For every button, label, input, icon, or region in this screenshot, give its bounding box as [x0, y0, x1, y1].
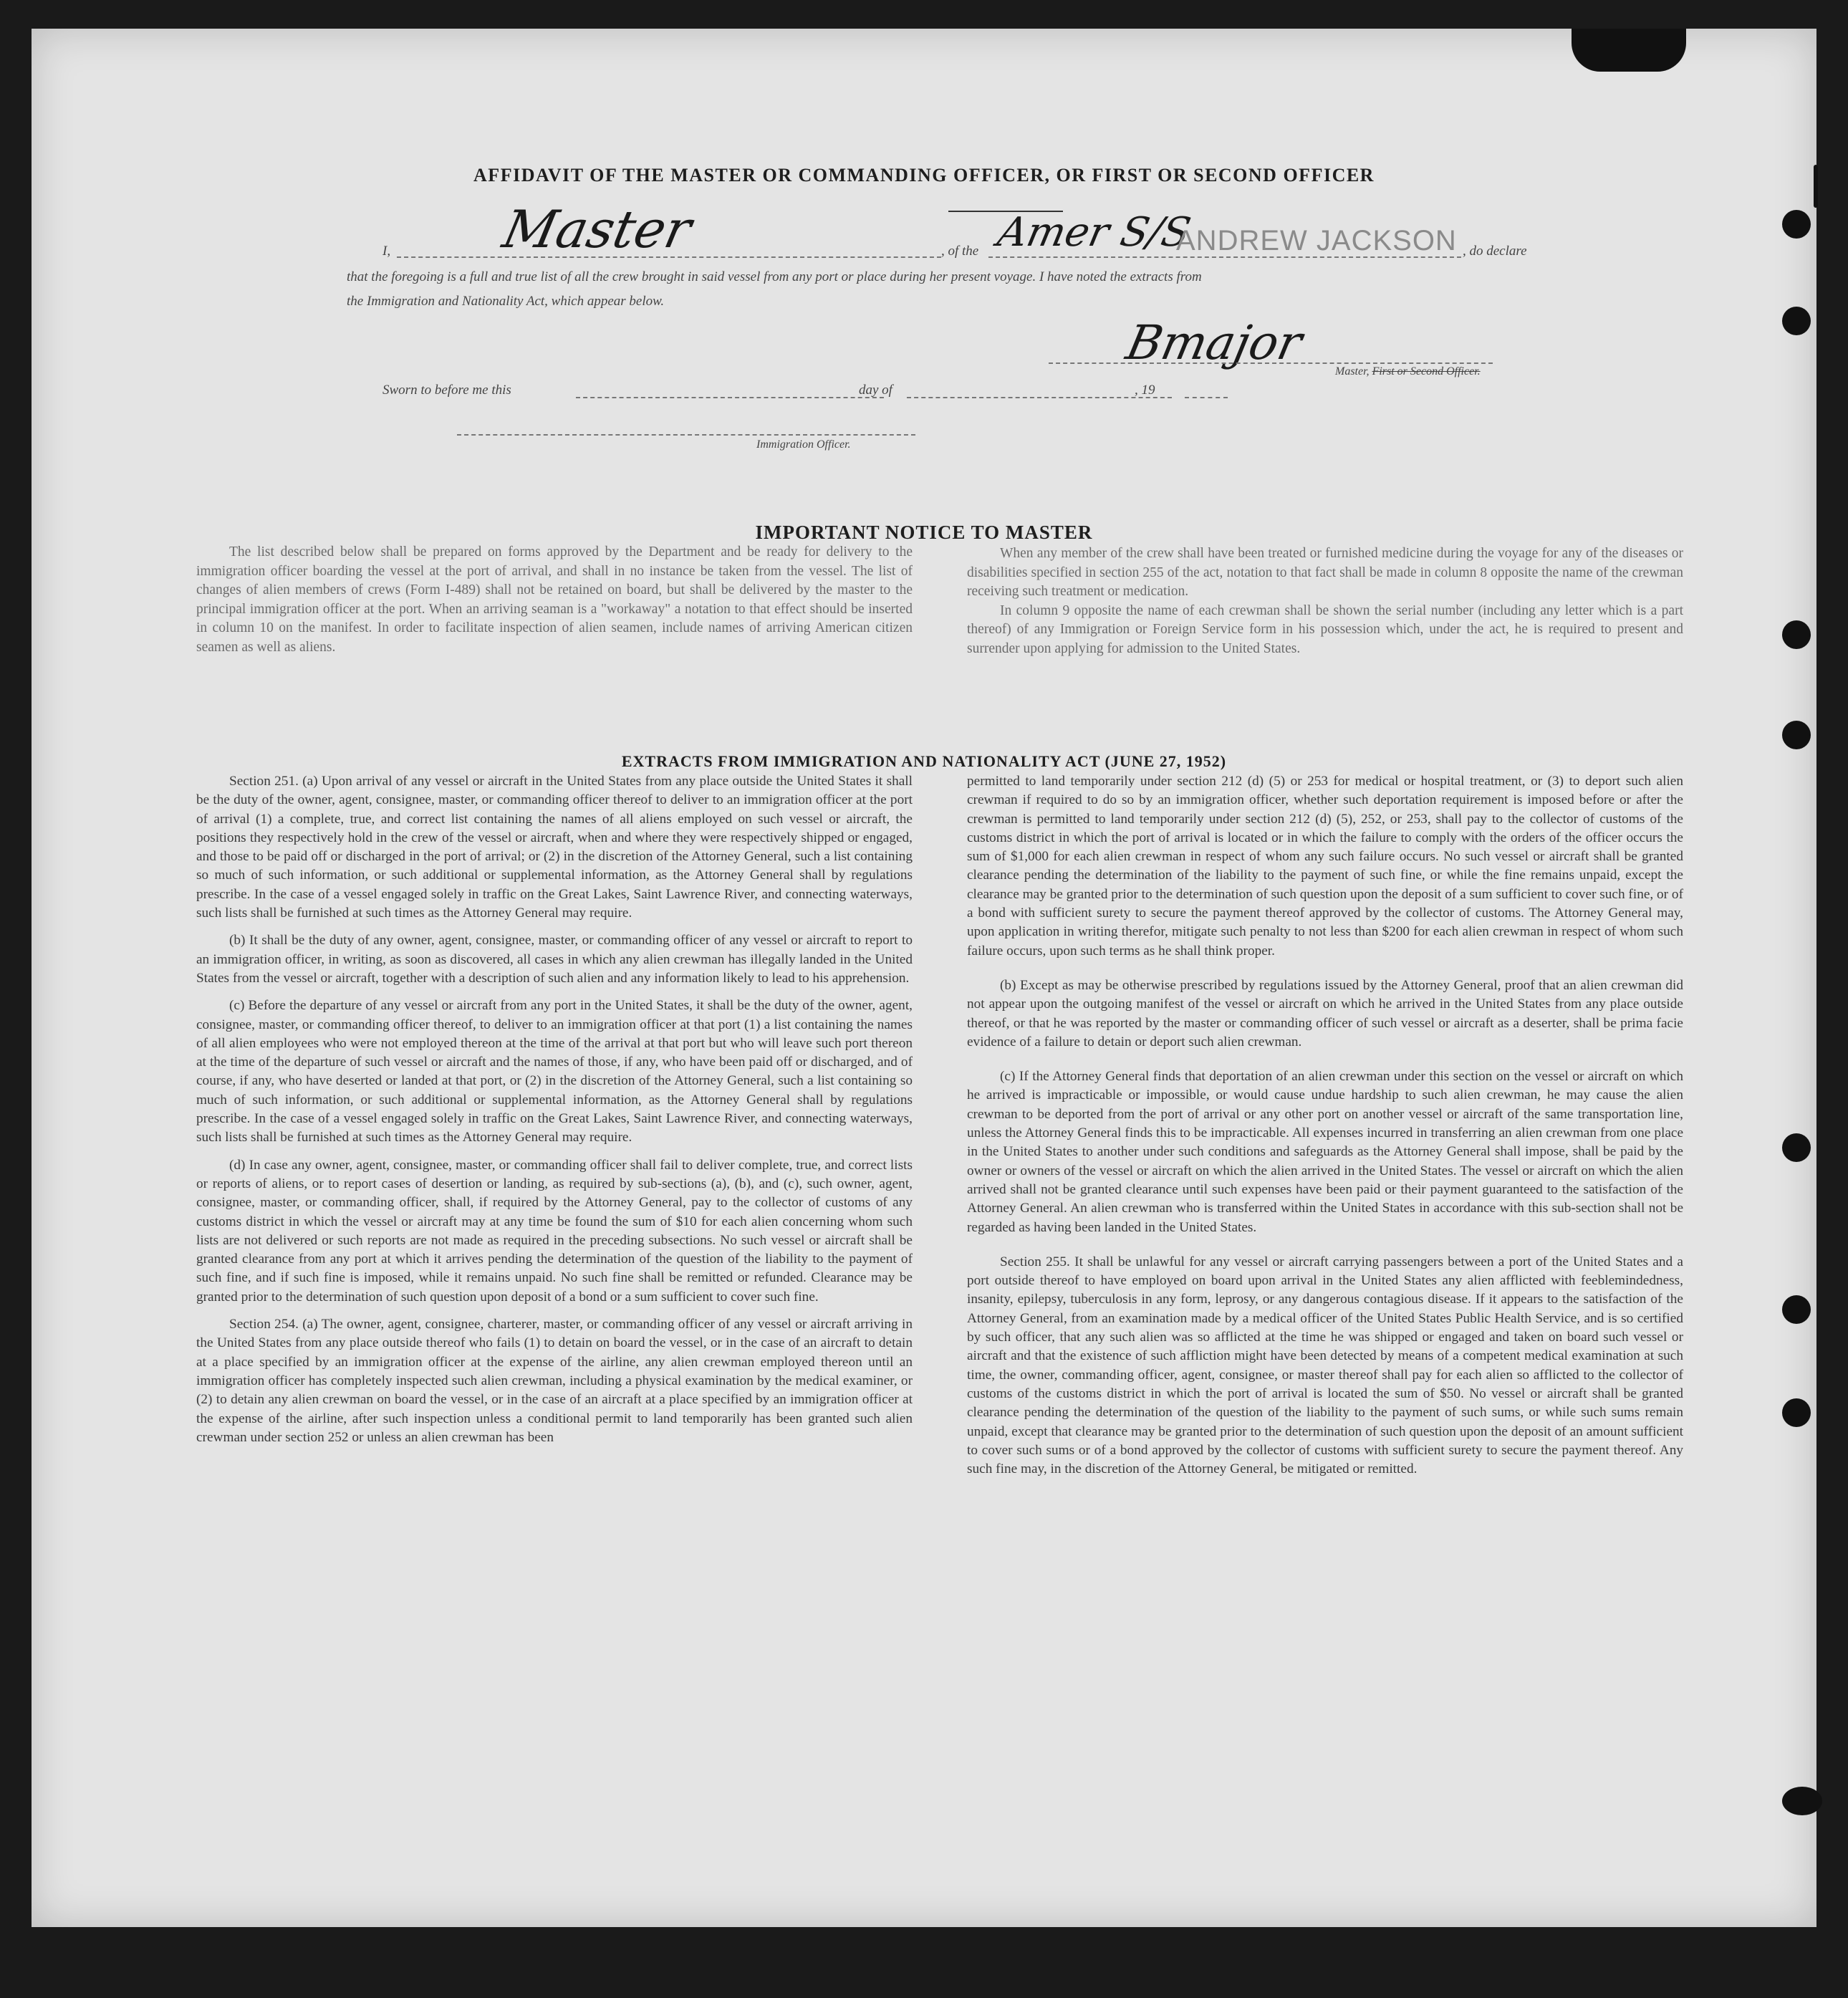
sworn-year-blank: [1185, 397, 1228, 398]
extract-section-254-b: (b) Except as may be otherwise prescribed by regulations issued by the Attorney General, proof that an alien crewman did not appear upon the outgoing manifest of the vessel or aircraft on which he arrived in the United States from any place outside thereof, or that he was reported by the master or commanding officer of such vessel or aircraft as a deserter, shall be prima facie evidence of a failure to detain or deport such alien crewman.: [967, 977, 1683, 1050]
sworn-day-blank: [576, 397, 884, 398]
declaration-line-2: the Immigration and Nationality Act, which appear below.: [347, 294, 665, 309]
year-label: , 19: [1135, 383, 1155, 398]
extract-section-254-a-cont: permitted to land temporarily under section 212 (d) (5) or 253 for medical or hospital treatment, or (3) to deport such alien crewman if required to do so by an immigration officer, whether such deportation requirement is imposed before or after the crewman is permitted to land temporarily under section 212 (d) (5), 252, or 253, shall pay to the collector of customs of the customs district in which the port of arrival is located or in which the failure to comply with the orders of the officer occurs the sum of $1,000 for each alien crewman in respect of whom any such failure occurs. No such vessel or aircraft shall be granted clearance pending the determination of the liability to the payment of such fine, or while the fine remains unpaid, except the clearance may be granted prior to the determination of such question upon the deposit of a sum sufficient to cover such fine, or of a bond with sufficient surety to secure the payment thereof approved by the collector of customs. The Attorney General may, upon application in writing therefor, mitigate such penalty to not less than $200 for each alien crewman in respect of whom such failure occurs, upon such terms as he shall think proper.: [967, 774, 1683, 959]
extract-section-254-c: (c) If the Attorney General finds that deportation of an alien crewman under this section on the vessel or aircraft on which he arrived is impracticable or impossible, or would cause undue hardship to such alien crewman, he may cause the alien crewman to be deported from the port of arrival or any other port on another vessel or aircraft of the same transportation line, unless the Attorney General finds this to be impracticable. All expenses incurred in transferring an alien crewman from one place in the United States to another under such conditions and safeguards as the Attorney General shall impose, shall be paid by the owner or owners of the vessel or aircraft on which the alien arrived in the United States. The vessel or aircraft on which the alien arrived shall not be granted clearance until such expenses have been paid or their payment guaranteed to the satisfaction of the Attorney General. An alien crewman who is transferred within the United States in accordance with this sub-section shall not be regarded as having been landed in the United States.: [967, 1069, 1683, 1235]
extract-section-251-a: Section 251. (a) Upon arrival of any vessel or aircraft in the United States from any place outside the United States it shall be the duty of the owner, agent, consignee, master, or commanding officer thereof to deliver to an immigration officer at the port of arrival (1) a complete, true, and correct list containing the names of all aliens employed on such vessel or aircraft, the positions they respectively hold in the crew of the vessel or aircraft, when and where they were respectively shipped or engaged, and those to be paid off or discharged in the port of arrival; or (2) in the discretion of the Attorney General, such a list containing so much of such information, or such additional or supplemental information, as the Attorney General shall by regulations prescribe. In the case of a vessel engaged solely in traffic on the Great Lakes, Saint Lawrence River, and connecting waterways, such lists shall be furnished at such times as the Attorney General may require.: [196, 774, 913, 921]
extract-section-251-c: (c) Before the departure of any vessel or aircraft from any port in the United States, it shall be the duty of the owner, agent, consignee, master, or commanding officer thereof, to deliver to an immigration officer at that port (1) a list containing the names of all alien employees who were not employed thereon at the time of the arrival at that port but who will leave such port thereon at the time of the departure of such vessel or aircraft and the names of those, if any, who have been paid off or discharged, and of course, if any, who have deserted or landed at that port, or (2) in the discretion of the Attorney General, such a list containing so much of such information, or such additional or supplemental information, as the Attorney General shall by regulations prescribe. In the case of a vessel engaged solely in traffic on the Great Lakes, Saint Lawrence River, and connecting waterways, such lists shall be furnished at such times as the Attorney General may require.: [196, 998, 913, 1146]
ink-blot: [1572, 29, 1686, 72]
extract-section-251-b: (b) It shall be the duty of any owner, agent, consignee, master, or commanding officer of any vessel or aircraft to report to an immigration officer, in writing, as soon as discovered, all cases in which any alien crewman has illegally landed in the United States from the vessel or aircraft, together with a description of such alien and any information likely to lead to his apprehension.: [196, 933, 913, 986]
binder-hole: [1782, 307, 1811, 335]
vessel-handwriting: Amer S/S: [993, 209, 1195, 256]
binder-hole: [1782, 620, 1811, 649]
sworn-month-blank: [907, 397, 1172, 398]
extracts-right-column: [967, 757, 1683, 1487]
document-page: [32, 29, 1816, 1927]
extract-section-251-d: (d) In case any owner, agent, consignee, master, or commanding officer shall fail to deliver complete, true, and correct lists or reports of aliens, or to report cases of desertion or landing, as required by sub-sections (a), (b), and (c), such owner, agent, consignee, master, or commanding officer, shall, if required by the Attorney General, pay to the collector of customs of any customs district in which the vessel or aircraft may at any time be found the sum of $10 for each alien concerning whom such lists are not delivered or such reports are not made as required in the preceding subsections. No such vessel or aircraft shall be granted clearance from any port at which it arrives pending the determination of the question of the liability to the payment of such fine, and if such fine is imposed, while it remains unpaid. No such fine shall be remitted or refunded. Clearance may be granted prior to the determination of such question upon deposit of a bond or a sum sufficient to cover such fine.: [196, 1157, 913, 1305]
notice-left-paragraph: The list described below shall be prepared on forms approved by the Department and be ready for delivery to the immigration officer boarding the vessel at the port of arrival, and shall in no instance be taken from the vessel. The list of changes of alien members of crews (Form I-489) shall not be retained on board, but shall be delivered by the master to the principal immigration officer at the port. When an arriving seaman is a "workaway" a notation to that effect should be inserted in column 10 on the manifest. In order to facilitate inspection of alien seamen, include names of arriving American citizen seamen as well as aliens.: [196, 544, 913, 655]
vessel-name-stamp: ANDREW JACKSON: [1176, 225, 1457, 256]
signature-role-struck: First or Second Officer.: [1372, 365, 1481, 378]
officer-handwriting: Master: [498, 199, 697, 259]
declaration-line-1: that the foregoing is a full and true list of all the crew brought in said vessel from any port or place during her present voyage. I have noted the extracts from: [347, 269, 1202, 284]
affidavit-title: AFFIDAVIT OF THE MASTER OR COMMANDING OFFICER, OR FIRST OR SECOND OFFICER: [473, 165, 1375, 186]
binder-hole: [1782, 721, 1811, 749]
extract-section-254-a: Section 254. (a) The owner, agent, consignee, charterer, master, or commanding officer of any vessel or aircraft arriving in the United States from any place outside thereof who fails (1) to detain on board the vessel, or in the case of an aircraft to detain at a place specified by an immigration officer at the expense of the airline, any alien crewman employed thereon until an immigration officer has completely inspected such alien crewman, including a physical examination by the medical examiner, or (2) to detain any alien crewman on board the vessel, or in the case of an aircraft at a place specified by an immigration officer at the expense of the airline, after such inspection unless a conditional permit to land temporarily has been granted such alien crewman under section 252 or unless an alien crewman has been: [196, 1317, 913, 1445]
immigration-officer-blank: [457, 434, 915, 436]
signature-role-master: Master,: [1335, 365, 1372, 378]
notice-right-column: [967, 544, 1683, 658]
i-label: I,: [382, 244, 391, 259]
immigration-officer-label: Immigration Officer.: [756, 438, 851, 451]
do-declare-label: , do declare: [1463, 244, 1527, 259]
of-the-label: , of the: [941, 244, 979, 259]
binder-hole: [1782, 1133, 1811, 1162]
notice-title: IMPORTANT NOTICE TO MASTER: [755, 522, 1093, 543]
notice-left-column: [196, 543, 913, 657]
signature-blank: [1049, 362, 1493, 364]
notice-right-paragraph-2: In column 9 opposite the name of each crewman shall be shown the serial number (including any letter which is a part thereof) of any Immigration or Foreign Service form in his possession which, under the act, he is required to present and surrender upon applying for admission to the United States.: [967, 602, 1683, 656]
binder-hole: [1782, 1398, 1811, 1427]
binder-hole: [1782, 210, 1811, 239]
binder-hole: [1782, 1787, 1822, 1815]
extract-section-255: Section 255. It shall be unlawful for any vessel or aircraft carrying passengers between a port of the United States and a port outside thereof to have employed on board upon arrival in the United States any alien afflicted with feeblemindedness, insanity, epilepsy, tuberculosis in any form, leprosy, or any dangerous contagious disease. If it appears to the satisfaction of the Attorney General, from an examination made by a medical officer of the United States Public Health Service, and is so certified by such officer, that any such alien was so afflicted at the time he was shipped or engaged and taken on board such vessel or aircraft and that the existence of such affliction might have been detected by means of a competent medical examination at such time, the owner, commanding officer, agent, consignee, or master thereof shall pay for each alien so afflicted to the collector of customs of the customs district in which the port of arrival is located the sum of $50. No vessel or aircraft shall be granted clearance pending the determination of the question of the liability to the payment of such sums, or while such sums remain unpaid, except that clearance may be granted prior to the determination of such question upon the deposit of an amount sufficient to cover such sums or of a bond approved by the collector of customs with sufficient surety to secure the payment thereof. Any such fine may, in the discretion of the Attorney General, be mitigated or remitted.: [967, 1254, 1683, 1477]
binder-hole: [1782, 1295, 1811, 1324]
master-signature: Bmajor: [1121, 315, 1307, 370]
extracts-left-column: [196, 757, 913, 1456]
day-of-label: day of: [859, 383, 892, 398]
sworn-label: Sworn to before me this: [382, 383, 511, 398]
extracts-title: EXTRACTS FROM IMMIGRATION AND NATIONALITY ACT (JUNE 27, 1952): [621, 752, 1227, 770]
notice-right-paragraph-1: When any member of the crew shall have been treated or furnished medicine during the voyage for any of the diseases or disabilities specified in section 255 of the act, notation to that fact shall be made in column 8 opposite the name of the crewman receiving such treatment or medication.: [967, 546, 1683, 599]
signature-role-label: [1335, 365, 1481, 378]
